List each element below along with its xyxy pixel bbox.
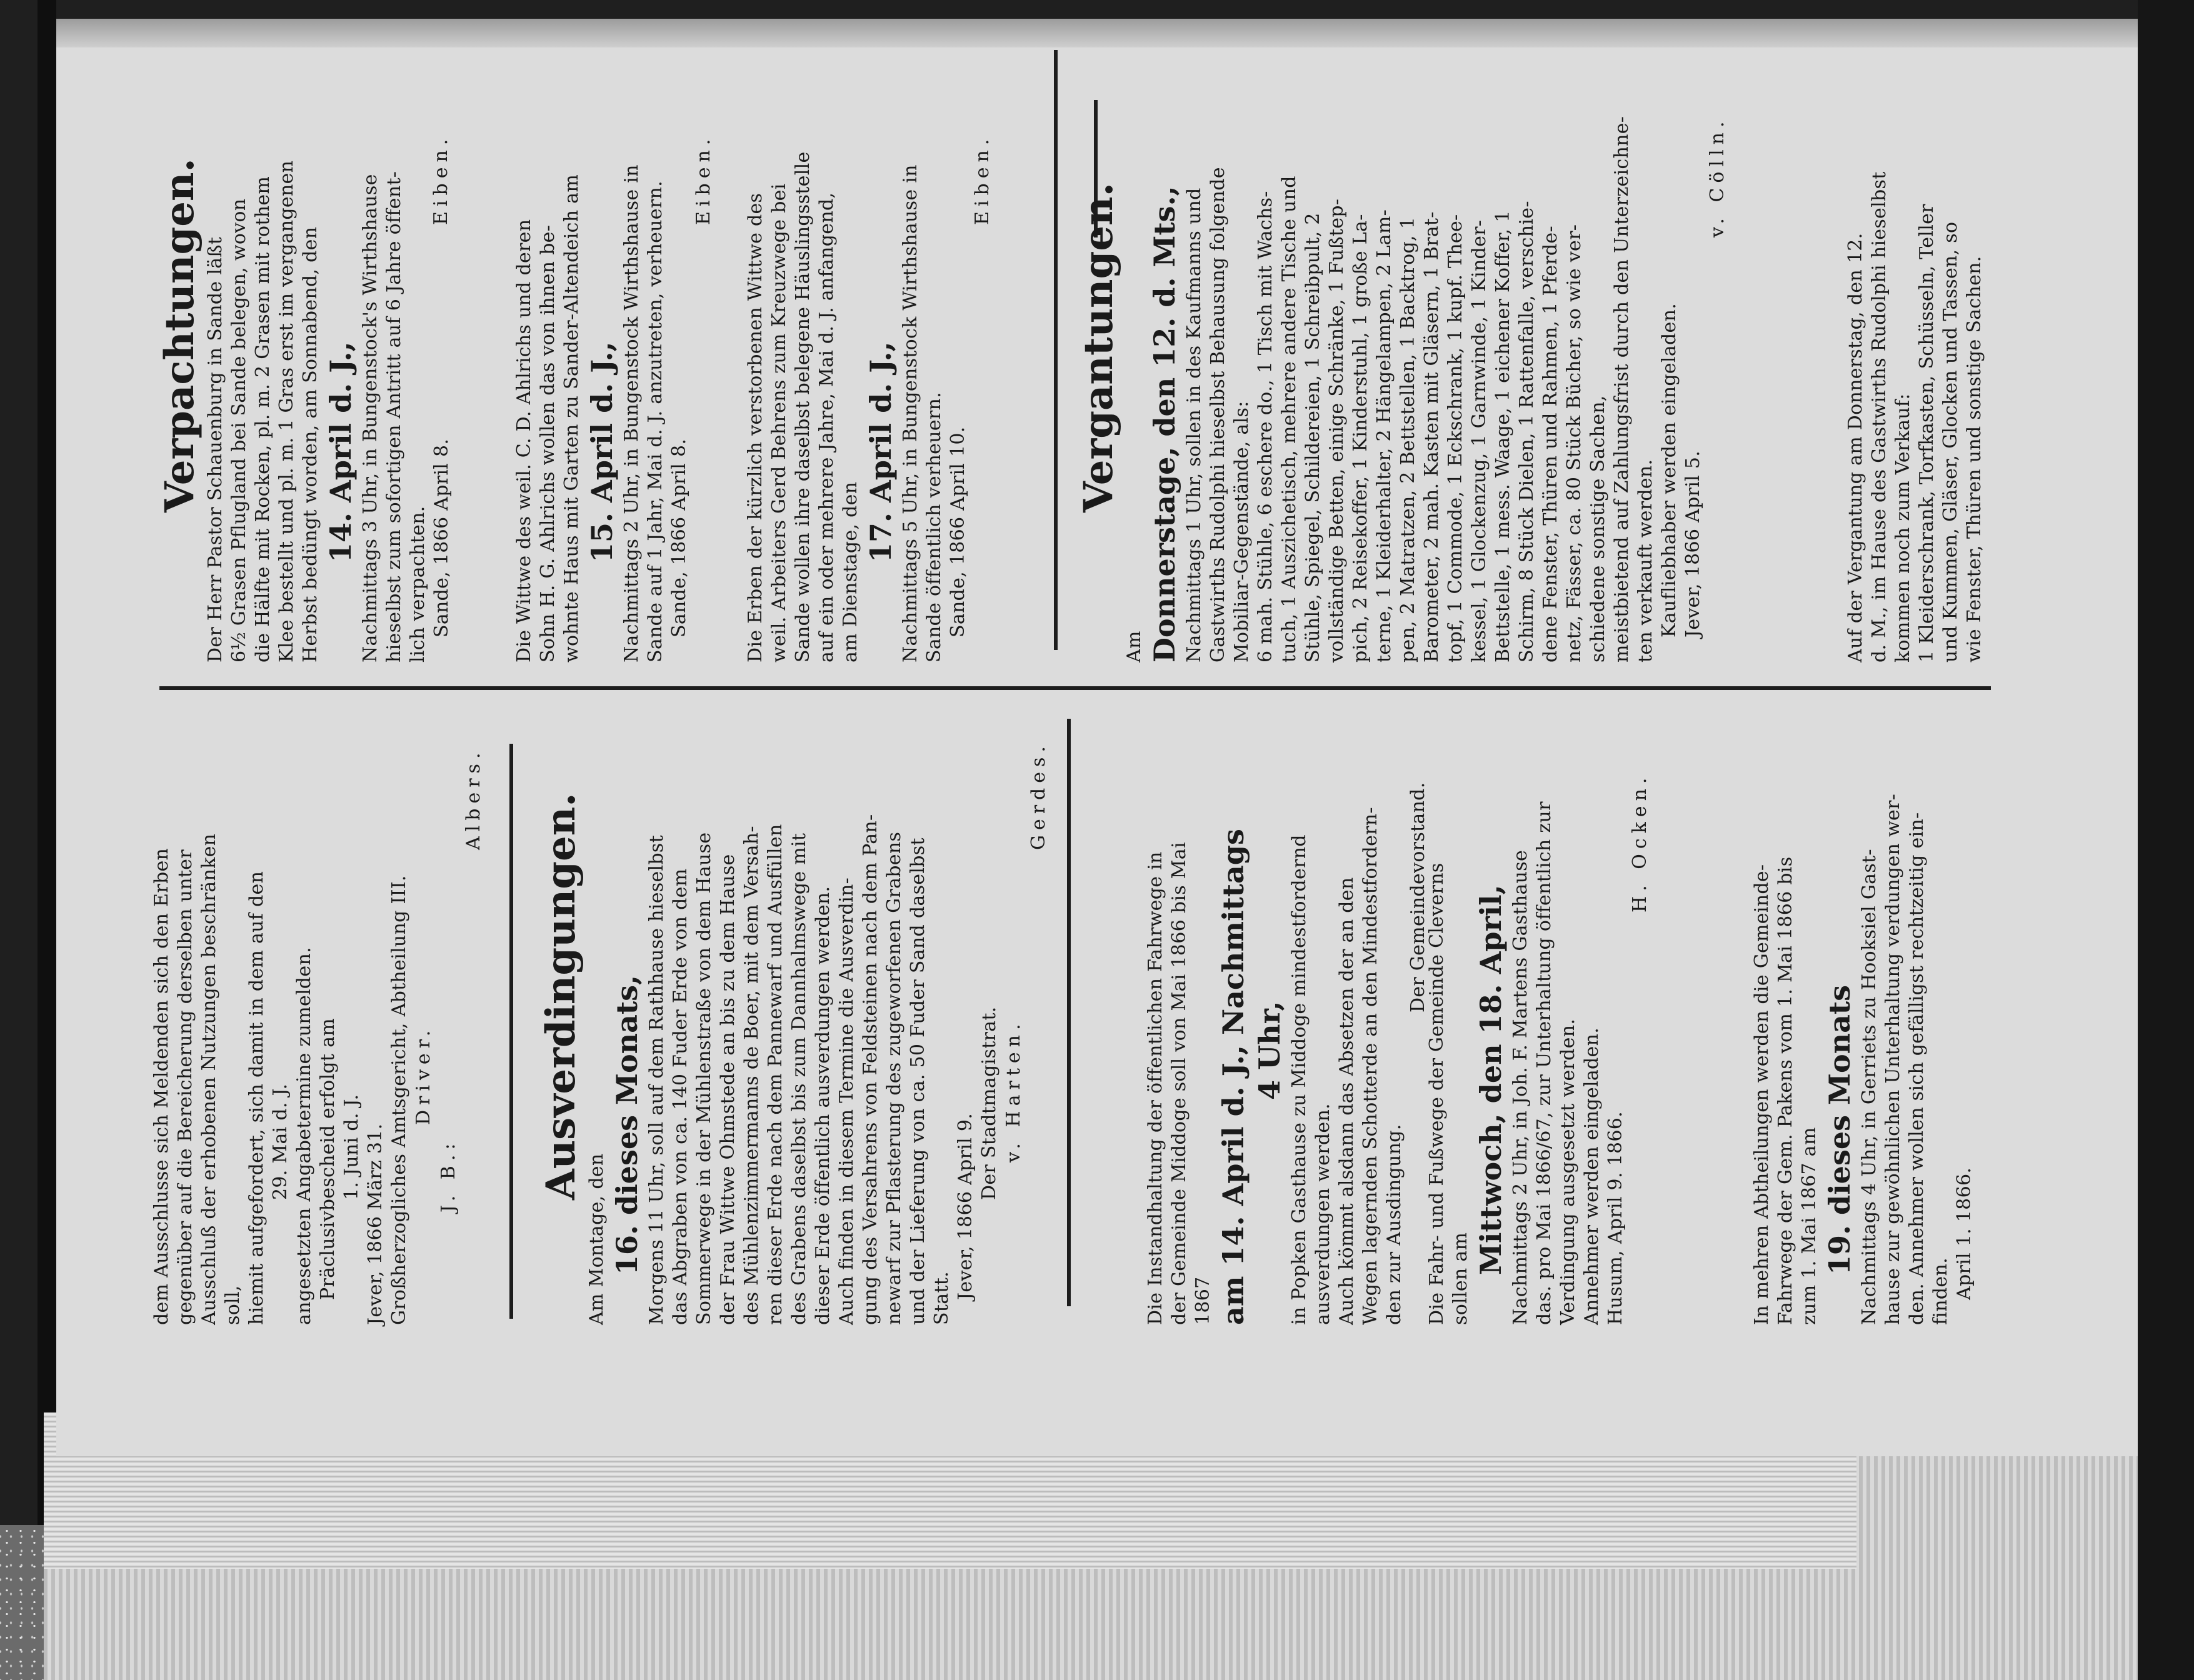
text-line: Nachmittags 4 Uhr, in Gerriets zu Hooksiel Gast-: [1858, 849, 1880, 1325]
date-heading: 17. April d. J.,: [864, 341, 898, 562]
signature: H. Ocken.: [1629, 772, 1651, 912]
scan-frame-right: [2138, 0, 2194, 1680]
text-line: pen, 2 Matratzen, 2 Bettstellen, 1 Backtrog, 1: [1397, 216, 1419, 662]
text-line: Sommerwege in der Mühlenstraße von dem Hause: [693, 832, 715, 1325]
text-line: der Gemeinde Middoge soll von Mai 1866 bis Mai: [1168, 842, 1190, 1325]
text-line: Nachmittags 2 Uhr, in Joh. F. Martens Gasthause: [1510, 849, 1531, 1325]
text-line: Fahrwege der Gem. Pakens vom 1. Mai 1866 bis: [1775, 856, 1796, 1325]
text-line: Die Instandhaltung der öffentlichen Fahrwege in: [1145, 851, 1166, 1325]
text-line: Auf der Vergantung am Donnerstag, den 12.: [1845, 232, 1866, 662]
left-block-4: [1425, 700, 1653, 1325]
text-line: sollen am: [1450, 1232, 1471, 1325]
text-line: Stühle, Spiegel, Schildereien, 1 Schreibpult, 2: [1302, 212, 1324, 662]
text-line: Sohn H. G. Ahlrichs wollen das von ihnen be-: [537, 224, 559, 662]
text-line: Großherzogliches Amtsgericht, Abtheilung III.: [388, 875, 410, 1325]
text-line: des Mühlenzimmermanns de Boer, mit dem Versah-: [741, 826, 763, 1325]
text-line: Klee bestellt und pl. m. 1 Gras erst im vergangenen: [276, 160, 298, 662]
text-line: Am Montage, den: [586, 1153, 608, 1325]
date-heading: 15. April d. J.,: [585, 341, 619, 562]
text-line: Der Stadtmagistrat.: [978, 1006, 1000, 1200]
text-line: vollständige Betten, einige Schränke, 1 Fußtep-: [1326, 198, 1348, 662]
text-line: der Frau Wittwe Ohmstede an bis zu dem Hause: [717, 854, 739, 1325]
date-heading: 19. dieses Monats: [1823, 984, 1856, 1275]
text-line: weil. Arbeiters Gerd Behrens zum Kreuzwege bei: [768, 183, 790, 662]
left-block-2: [538, 700, 1051, 1325]
text-line: April 1. 1866.: [1953, 1167, 1975, 1300]
text-line: Mobiliar-Gegenstände, als:: [1231, 401, 1253, 662]
text-line: Gastwirths Rudolphi hieselbst Behausung folgende: [1207, 167, 1229, 662]
text-line: Präclusivbescheid erfolgt am: [317, 1018, 339, 1300]
text-line: In mehren Abtheilungen werden die Gemeinde-: [1751, 864, 1773, 1325]
text-line: gegenüber auf die Bereicherung derselben unter: [174, 849, 196, 1325]
text-line: in Popken Gasthause zu Middoge mindestfordernd: [1288, 834, 1310, 1325]
date-heading: 14. April d. J.,: [324, 341, 358, 562]
text-line: soll,: [222, 1285, 244, 1325]
text-line: Annehmer werden eingeladen.: [1581, 1027, 1603, 1325]
text-line: topf, 1 Commode, 1 Eckschrank, 1 kupf. Thee-: [1445, 214, 1466, 662]
text-line: Auch finden in diesem Termine die Ausverdin-: [836, 877, 858, 1325]
text-line: Die Wittwe des weil. C. D. Ahlrichs und deren: [513, 219, 535, 662]
text-line: Jever, 1866 April 5.: [1682, 450, 1704, 638]
signature: v. Cölln.: [1706, 116, 1728, 238]
text-line: netz, Fässer, ca. 80 Stück Bücher, so wie ver-: [1563, 224, 1585, 662]
text-line: wohnte Haus mit Garten zu Sander-Altendeich am: [561, 174, 583, 662]
text-line: ren dieser Erde nach dem Pannewarf und Ausfüllen: [764, 824, 786, 1325]
text-line: Verdingung ausgesetzt werden.: [1557, 1018, 1579, 1325]
date-heading: am 14. April d. J., Nachmittags: [1216, 829, 1250, 1325]
text-line: die Hälfte mit Rocken, pl. m. 2 Grasen mit rothem: [252, 176, 274, 662]
text-line: Nachmittags 5 Uhr, in Bungenstock Wirthshause in: [899, 164, 921, 662]
signature: J. B.:: [438, 1138, 459, 1212]
text-line: Nachmittags 2 Uhr, in Bungenstock Wirthshause in: [621, 164, 643, 662]
text-line: gung des Versahrens von Feldsteinen nach dem Pan-: [859, 814, 881, 1325]
text-line: hause zur gewöhnlichen Unterhaltung verdungen wer-: [1882, 793, 1904, 1325]
right-block-2: [513, 50, 716, 662]
text-line: Husum, April 9. 1866.: [1605, 1111, 1626, 1325]
text-line: des Grabens daselbst bis zum Dannhalmswege mit: [788, 832, 810, 1325]
text-line: Schirm, 8 Stück Dielen, 1 Rattenfalle, verschie-: [1516, 201, 1538, 662]
text-line: kessel, 1 Glockenzug, 1 Garnwinde, 1 Kinder-: [1468, 219, 1490, 662]
text-line: am Dienstage, den: [839, 481, 861, 662]
text-line: newarf zur Pflasterung des zugeworfenen Grabens: [883, 831, 905, 1325]
left-block-1: [150, 700, 486, 1325]
text-line: Am: [1123, 631, 1145, 662]
text-line: Auch kömmt alsdann das Absetzen der an den: [1336, 877, 1358, 1325]
text-line: Der Gemeindevorstand.: [1407, 782, 1429, 1012]
text-line: terne, 1 Kleiderhalter, 2 Hängelampen, 2 Lam-: [1373, 209, 1395, 662]
text-line: den zur Ausdingung.: [1383, 1124, 1405, 1325]
text-line: pich, 2 Reisekoffer, 1 Kinderstuhl, 1 große La-: [1350, 214, 1371, 662]
signature: Driver.: [413, 1025, 434, 1125]
text-line: auf ein oder mehrere Jahre, Mai d. J. anfangend,: [816, 192, 838, 662]
text-line: Sande auf 1 Jahr, Mai d. J. anzutreten, verheuern.: [644, 181, 666, 662]
left-block-5: [1750, 700, 1976, 1325]
text-line: hiemit aufgefordert, sich damit in dem auf den: [246, 871, 268, 1325]
text-line: das. pro Mai 1866/67, zur Unterhaltung öffentlich zur: [1533, 801, 1555, 1325]
left-block-3: [1144, 700, 1430, 1325]
text-line: Sande wollen ihre daselbst belegene Häuslingsstelle: [792, 151, 814, 662]
text-line: Kaufliebhaber werden eingeladen.: [1658, 302, 1680, 638]
text-line: 6 mah. Stühle, 6 eschere do., 1 Tisch mit Wachs-: [1255, 191, 1276, 662]
section-heading: Ausverdingungen.: [538, 792, 584, 1200]
column-rule-right-b: [1067, 719, 1071, 1306]
right-block-1: [156, 50, 454, 662]
page-binding-shadow: [56, 19, 2138, 48]
text-line: Nachmittags 3 Uhr, in Bungenstock's Wirthshause: [359, 174, 381, 662]
date-heading: Donnerstage, den 12. d. Mts.,: [1148, 186, 1181, 662]
text-line: schiedene sonstige Sachen,: [1587, 395, 1609, 662]
right-block-3: [744, 50, 995, 662]
text-line: kommen noch zum Verkauf:: [1892, 393, 1914, 662]
text-line: Barometer, 2 mah. Kasten mit Gläsern, 1 Brat-: [1421, 211, 1443, 662]
text-line: angesetzten Angabetermine zumelden.: [293, 947, 315, 1325]
text-line: Wegen lagernden Schotterde an den Mindestfordern-: [1360, 807, 1381, 1325]
signature: Eiben.: [971, 134, 993, 225]
text-line: 1867: [1192, 1276, 1214, 1325]
signature: Eiben.: [430, 134, 452, 225]
column-rule-right-a: [1054, 50, 1058, 650]
text-line: 29. Mai d. J.: [269, 1083, 291, 1200]
text-line: und Kummen, Gläser, Glocken und Tassen, so: [1940, 221, 1961, 662]
text-line: das Abgraben von ca. 140 Fuder Erde von dem: [669, 868, 691, 1325]
right-block-5: [1844, 50, 1986, 662]
text-line: hieselbst zum sofortigen Antritt auf 6 Jahre öffent-: [383, 171, 405, 662]
text-line: Der Herr Pastor Schauenburg in Sande läßt: [204, 236, 226, 662]
text-line: Sande, 1866 April 10.: [947, 426, 969, 638]
text-line: Jever, 1866 April 9.: [954, 1112, 976, 1300]
text-line: Sande öffentlich verheuern.: [923, 392, 945, 662]
text-line: ten verkauft werden.: [1635, 459, 1656, 662]
text-line: Die Fahr- und Fußwege der Gemeinde Cleverns: [1426, 862, 1448, 1325]
signature: v. Harten.: [1003, 1019, 1024, 1162]
right-block-4: [1075, 50, 1730, 662]
date-heading: Mittwoch, den 18. April,: [1474, 884, 1508, 1275]
text-line: dem Ausschlusse sich Meldenden sich den Erben: [151, 848, 173, 1325]
text-line: lich verpachten.: [407, 506, 429, 662]
text-line: Morgens 11 Uhr, soll auf dem Rathhause hieselbst: [646, 835, 668, 1325]
section-heading: Verpachtungen.: [156, 158, 203, 512]
text-line: Sande, 1866 April 8.: [431, 438, 453, 638]
column-divider: [159, 686, 1991, 690]
text-line: Nachmittags 1 Uhr, sollen in des Kaufmanns und: [1183, 188, 1205, 662]
text-line: Jever, 1866 März 31.: [364, 1123, 386, 1325]
signature: Eiben.: [693, 134, 714, 225]
text-line: Ausschluß der erhobenen Nutzungen beschränken: [198, 833, 220, 1325]
text-line: zum 1. Mai 1867 am: [1798, 1127, 1820, 1325]
text-line: 1. Juni d. J.: [341, 1094, 363, 1200]
text-line: dieser Erde öffentlich ausverdungen werden.: [812, 886, 834, 1325]
text-line: Herbst bedüngt worden, am Sonnabend, den: [299, 226, 321, 662]
section-rule-a: [509, 744, 513, 1319]
text-line: dene Fenster, Thüren und Rahmen, 1 Pferde-: [1540, 226, 1561, 662]
signature: Albers.: [463, 748, 484, 850]
text-line: und der Lieferung von ca. 50 Fuder Sand daselbst: [907, 838, 929, 1325]
text-line: tuch, 1 Auszichetisch, mehrere andere Tische und: [1278, 176, 1300, 662]
text-line: Statt.: [931, 1271, 953, 1325]
text-line: Die Erben der kürzlich verstorbenen Wittwe des: [744, 192, 766, 662]
text-line: finden.: [1930, 1258, 1951, 1325]
section-heading: Vergantungen.: [1075, 182, 1122, 512]
date-heading: 16. dieses Monats,: [610, 974, 644, 1275]
text-line: d. M., im Hause des Gastwirths Rudolphi hieselbst: [1868, 171, 1890, 662]
signature: Gerdes.: [1028, 741, 1049, 850]
text-line: Sande, 1866 April 8.: [668, 438, 690, 638]
text-line: wie Fenster, Thüren und sonstige Sachen.: [1963, 256, 1985, 662]
text-line: 1 Kleiderschrank, Torfkasten, Schüsseln, Teller: [1916, 204, 1938, 662]
text-line: den. Annehmer wollen sich gefälligst rechtzeitig ein-: [1906, 812, 1928, 1325]
text-line: Bettstelle, 1 mess. Waage, 1 eichener Koffer, 1: [1492, 210, 1514, 662]
text-line: meistbietend auf Zahlungsfrist durch den Unterzeichne-: [1611, 116, 1633, 662]
text-line: 6⅟₂ Grasen Pflugland bei Sande belegen, wovon: [228, 198, 250, 662]
time-heading: 4 Uhr,: [1253, 1001, 1286, 1100]
text-line: ausverdungen werden.: [1312, 1103, 1334, 1325]
